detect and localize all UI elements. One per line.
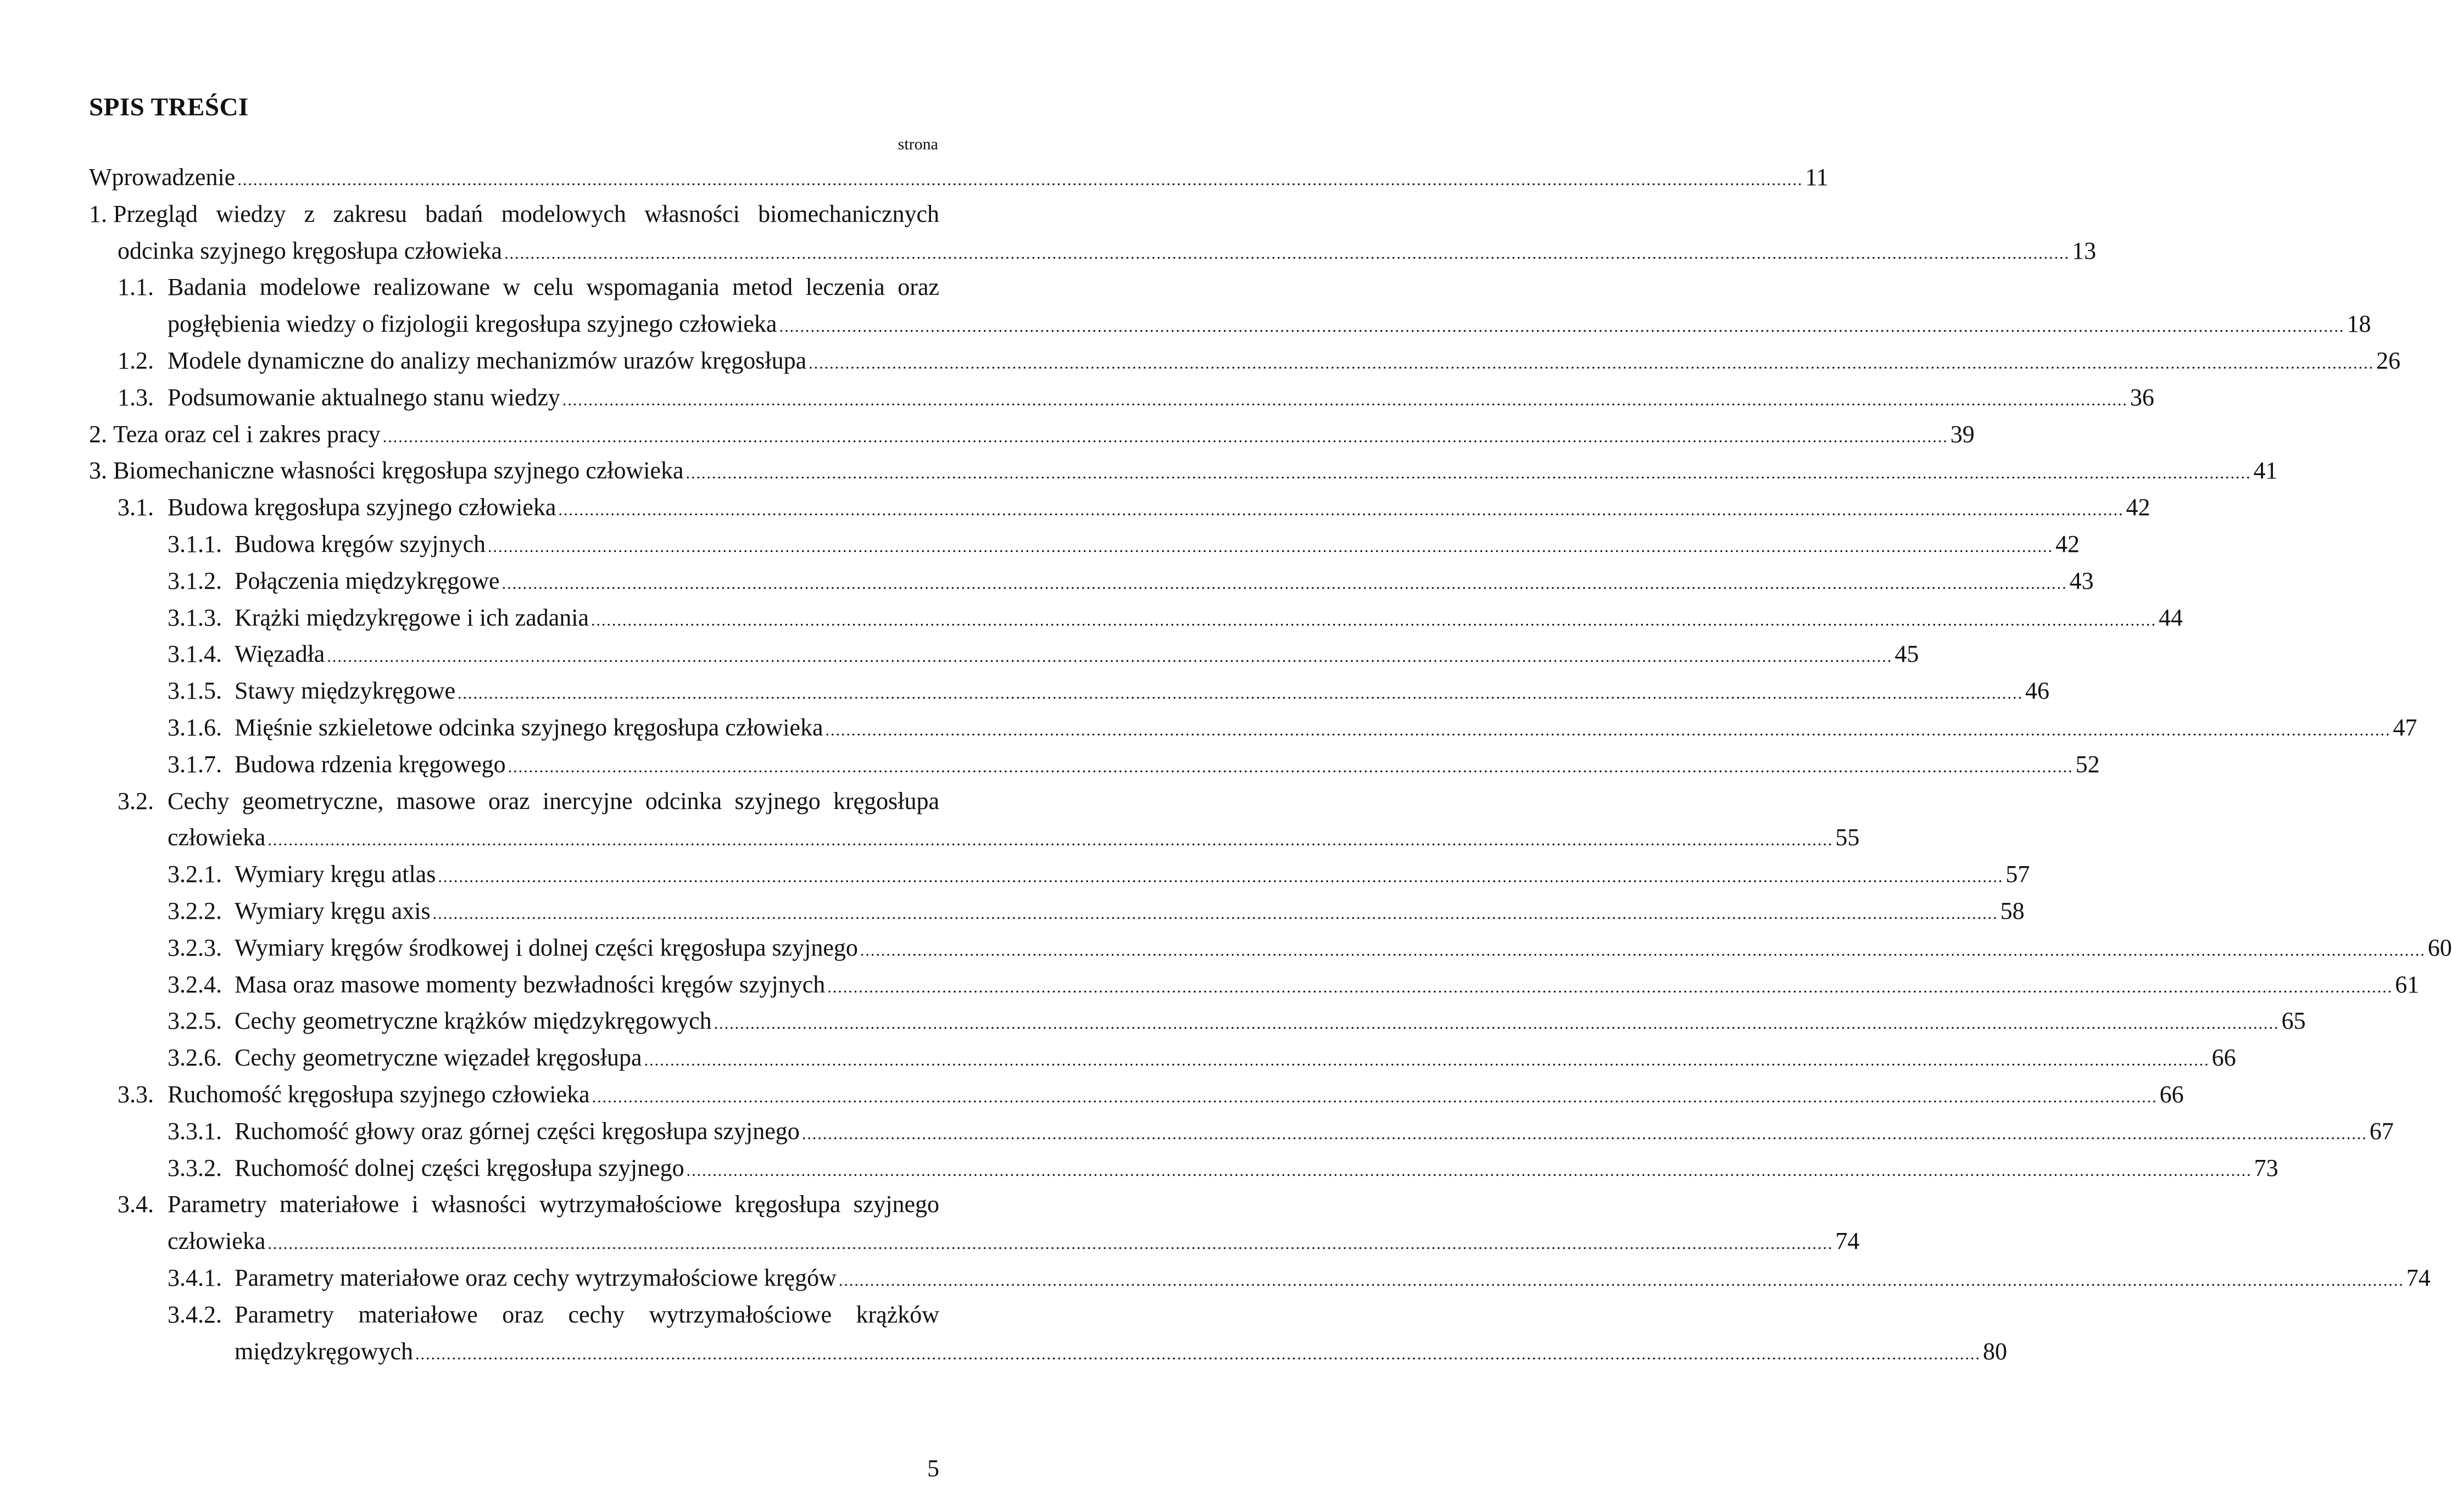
dot-leader: ............................................................................................................................................................................................................................................................................................................ [714,1014,2280,1033]
toc-entry-number: 2. [89,420,107,448]
toc-entry-number: 3.4. [118,1191,154,1218]
toc-entry[interactable] [235,856,2030,892]
toc-entry[interactable] [168,489,2150,526]
page-number: 5 [927,1455,939,1482]
toc-entry-title: człowieka [168,1228,266,1255]
toc-entry-number: 3.2.4. [168,970,222,998]
toc-entry-title: Wymiary kręgu axis [235,897,431,924]
toc-entry-title: Wprowadzenie [89,164,236,191]
toc-entry-number: 3.3.1. [168,1117,222,1145]
toc-entry[interactable] [235,746,2100,783]
toc-entry-title: Stawy międzykręgowe [235,677,455,705]
page-title: SPIS TREŚCI [89,93,249,121]
dot-leader: ............................................................................................................................................................................................................................................................................................................ [686,1161,2252,1180]
toc-entry-page: 73 [2254,1154,2278,1181]
dot-leader: ............................................................................................................................................................................................................................................................................................................ [686,464,2252,483]
toc-entry-number: 3.1.3. [168,604,222,631]
toc-entry-number: 3.3.2. [168,1154,222,1181]
toc-entry-number: 3.2.5. [168,1007,222,1035]
toc-entry[interactable] [235,1039,2236,1076]
toc-entry-page: 18 [2347,310,2371,338]
toc-entry-title: Parametry materiałowe oraz cechy wytrzymałościowe kręgów [235,1264,837,1291]
dot-leader: ............................................................................................................................................................................................................................................................................................................ [458,684,2023,703]
toc-entry-page: 44 [2159,604,2183,631]
toc-entry-number: 3.1.7. [168,750,222,778]
toc-entry-title: człowieka [168,824,266,851]
toc-entry[interactable] [168,1076,2184,1113]
toc-entry-title: Ruchomość dolnej części kręgosłupa szyjnego [235,1154,684,1181]
dot-leader: ............................................................................................................................................................................................................................................................................................................ [508,757,2074,776]
toc-entry[interactable] [235,1259,2431,1296]
dot-leader: ............................................................................................................................................................................................................................................................................................................ [809,354,2375,372]
toc-entry[interactable] [113,196,939,232]
toc-entry-page: 74 [1835,1228,1860,1255]
dot-leader: ............................................................................................................................................................................................................................................................................................................ [504,244,2070,263]
dot-leader: ............................................................................................................................................................................................................................................................................................................ [592,1088,2158,1106]
toc-entry-title: Cechy geometryczne, masowe oraz inercyjne odcinka szyjnego kręgosłupa [168,787,939,814]
toc-entry-number: 3.2. [118,787,154,814]
toc-entry-page: 47 [2393,714,2417,741]
dot-leader: ............................................................................................................................................................................................................................................................................................................ [327,648,1893,666]
dot-leader: ............................................................................................................................................................................................................................................................................................................ [825,721,2391,739]
toc-entry-number: 3.2.1. [168,861,222,888]
toc-entry[interactable] [235,1150,2278,1186]
toc-entry[interactable] [235,1002,2306,1039]
toc-entry[interactable] [235,966,2420,1003]
dot-leader: ............................................................................................................................................................................................................................................................................................................ [237,171,1803,189]
toc-entry[interactable] [89,159,1829,196]
dot-leader: ............................................................................................................................................................................................................................................................................................................ [779,317,2345,336]
toc-entry-title: Wymiary kręgu atlas [235,861,436,888]
dot-leader: ............................................................................................................................................................................................................................................................................................................ [558,501,2124,520]
toc-entry-page: 66 [2159,1081,2184,1108]
toc-entry-title: Parametry materiałowe i własności wytrzymałościowe kręgosłupa szyjnego [168,1191,939,1218]
toc-entry-page: 45 [1894,640,1919,668]
dot-leader: ............................................................................................................................................................................................................................................................................................................ [268,831,1834,850]
toc-entry-title: Budowa kręgów szyjnych [235,531,486,557]
toc-entry[interactable] [235,929,2452,966]
toc-entry-page: 52 [2075,750,2100,778]
toc-entry-title: Teza oraz cel i zakres pracy [113,420,381,448]
toc-entry-title: Budowa rdzenia kręgowego [235,750,506,778]
toc-entry-page: 65 [2281,1007,2306,1035]
toc-entry-page: 13 [2072,237,2097,264]
dot-leader: ............................................................................................................................................................................................................................................................................................................ [644,1051,2210,1070]
toc-entry-page: 80 [1983,1337,2007,1365]
page-column-label: strona [898,135,938,153]
toc-entry-title: Badania modelowe realizowane w celu wspomagania metod leczenia oraz [168,274,939,301]
toc-entry-page: 58 [2000,897,2025,924]
toc-entry-number: 3.1.5. [168,677,222,705]
toc-entry-title: Podsumowanie aktualnego stanu wiedzy [168,383,560,411]
toc-entry[interactable] [113,452,2278,489]
toc-entry-title: Cechy geometryczne więzadeł kręgosłupa [235,1044,642,1072]
toc-entry-number: 3.2.3. [168,934,222,961]
dot-leader: ............................................................................................................................................................................................................................................................................................................ [591,611,2157,629]
toc-entry[interactable] [235,1113,2394,1150]
dot-leader: ............................................................................................................................................................................................................................................................................................................ [268,1235,1834,1253]
toc-entry-number: 1.1. [118,274,154,301]
toc-entry-number: 1. [89,200,107,227]
dot-leader: ............................................................................................................................................................................................................................................................................................................ [432,905,1998,923]
toc-entry-page: 67 [2369,1117,2394,1145]
toc-entry-page: 36 [2130,383,2154,411]
toc-entry-title: pogłębienia wiedzy o fizjologii kregosłupa szyjnego człowieka [168,310,777,338]
toc-entry-page: 39 [1950,420,1975,448]
toc-entry-page: 46 [2025,677,2049,705]
dot-leader: ............................................................................................................................................................................................................................................................................................................ [488,538,2054,556]
toc-entry[interactable] [168,783,939,819]
toc-entry[interactable] [235,562,2094,599]
toc-entry-page: 42 [2055,531,2080,557]
toc-entry[interactable] [168,1223,1860,1259]
toc-entry-number: 3.1.6. [168,714,222,741]
toc-entry[interactable] [168,1186,939,1223]
toc-entry[interactable] [235,1296,939,1333]
toc-entry-number: 3.1.4. [168,640,222,668]
toc-entry[interactable] [118,232,2097,269]
toc-entry-page: 66 [2211,1044,2236,1072]
toc-entry[interactable] [235,709,2417,746]
toc-entry-title: międzykręgowych [235,1337,413,1365]
toc-entry-title: Budowa kręgosłupa szyjnego człowieka [168,494,556,521]
toc-entry-number: 3.1.1. [168,531,222,557]
toc-entry[interactable] [168,342,2401,379]
toc-entry-title: Ruchomość kręgosłupa szyjnego człowieka [168,1081,590,1108]
toc-entry[interactable] [168,305,2371,342]
toc-entry-page: 42 [2126,494,2150,521]
toc-entry[interactable] [113,416,1975,453]
toc-entry[interactable] [235,526,2080,562]
toc-entry-title: Połączenia międzykręgowe [235,567,500,594]
toc-entry-page: 74 [2406,1264,2431,1291]
toc-entry-title: Mięśnie szkieletowe odcinka szyjnego kręgosłupa człowieka [235,714,823,741]
toc-entry-title: Cechy geometryczne krążków międzykręgowych [235,1007,712,1035]
toc-entry-page: 61 [2395,970,2420,998]
toc-entry-number: 3.4.2. [168,1301,222,1328]
toc-entry-title: Wymiary kręgów środkowej i dolnej części kręgosłupa szyjnego [235,934,858,961]
toc-entry-page: 26 [2376,347,2401,374]
toc-entry-number: 1.2. [118,347,154,374]
toc-entry-page: 60 [2427,934,2452,961]
toc-entry[interactable] [168,819,1860,856]
dot-leader: ............................................................................................................................................................................................................................................................................................................ [501,574,2068,593]
toc-entry[interactable] [235,635,1919,672]
toc-entry-title: Parametry materiałowe oraz cechy wytrzymałościowe krążków [235,1301,939,1328]
toc-entry-number: 3.2.2. [168,897,222,924]
dot-leader: ............................................................................................................................................................................................................................................................................................................ [860,941,2426,959]
toc-entry[interactable] [235,599,2183,636]
toc-entry-title: odcinka szyjnego kręgosłupa człowieka [118,237,503,264]
toc-entry-title: Przegląd wiedzy z zakresu badań modelowych własności biomechanicznych [113,200,939,227]
dot-leader: ............................................................................................................................................................................................................................................................................................................ [562,390,2128,409]
toc-entry-title: Modele dynamiczne do analizy mechanizmów urazów kręgosłupa [168,347,807,374]
toc-entry-page: 55 [1835,824,1860,851]
toc-entry-number: 3.3. [118,1081,154,1108]
toc-entry-number: 3.1. [118,494,154,521]
toc-entry-title: Masa oraz masowe momenty bezwładności kręgów szyjnych [235,970,826,998]
toc-entry[interactable] [168,379,2154,416]
toc-entry[interactable] [168,269,939,305]
toc-entry[interactable] [235,1333,2007,1370]
toc-entry-page: 11 [1805,164,1829,191]
dot-leader: ............................................................................................................................................................................................................................................................................................................ [438,868,2004,886]
dot-leader: ............................................................................................................................................................................................................................................................................................................ [801,1124,2367,1143]
toc-entry-title: Biomechaniczne własności kręgosłupa szyjnego człowieka [113,457,684,484]
toc-entry-number: 1.3. [118,383,154,411]
toc-entry-number: 3. [89,457,107,484]
toc-entry-page: 43 [2069,567,2094,594]
toc-entry-title: Krążki międzykręgowe i ich zadania [235,604,589,631]
toc-entry-title: Ruchomość głowy oraz górnej części kręgosłupa szyjnego [235,1117,800,1145]
toc-entry-number: 3.2.6. [168,1044,222,1072]
dot-leader: ............................................................................................................................................................................................................................................................................................................ [415,1344,1981,1363]
toc-entry[interactable] [235,672,2049,709]
dot-leader: ............................................................................................................................................................................................................................................................................................................ [838,1271,2404,1290]
toc-entry-number: 3.1.2. [168,567,222,594]
toc-entry[interactable] [235,892,2025,929]
toc-entry-title: Więzadła [235,640,325,668]
toc-entry-page: 41 [2253,457,2278,484]
toc-entry-number: 3.4.1. [168,1264,222,1291]
dot-leader: ............................................................................................................................................................................................................................................................................................................ [382,427,1948,446]
dot-leader: ............................................................................................................................................................................................................................................................................................................ [827,978,2393,996]
toc-entry-page: 57 [2005,861,2030,888]
